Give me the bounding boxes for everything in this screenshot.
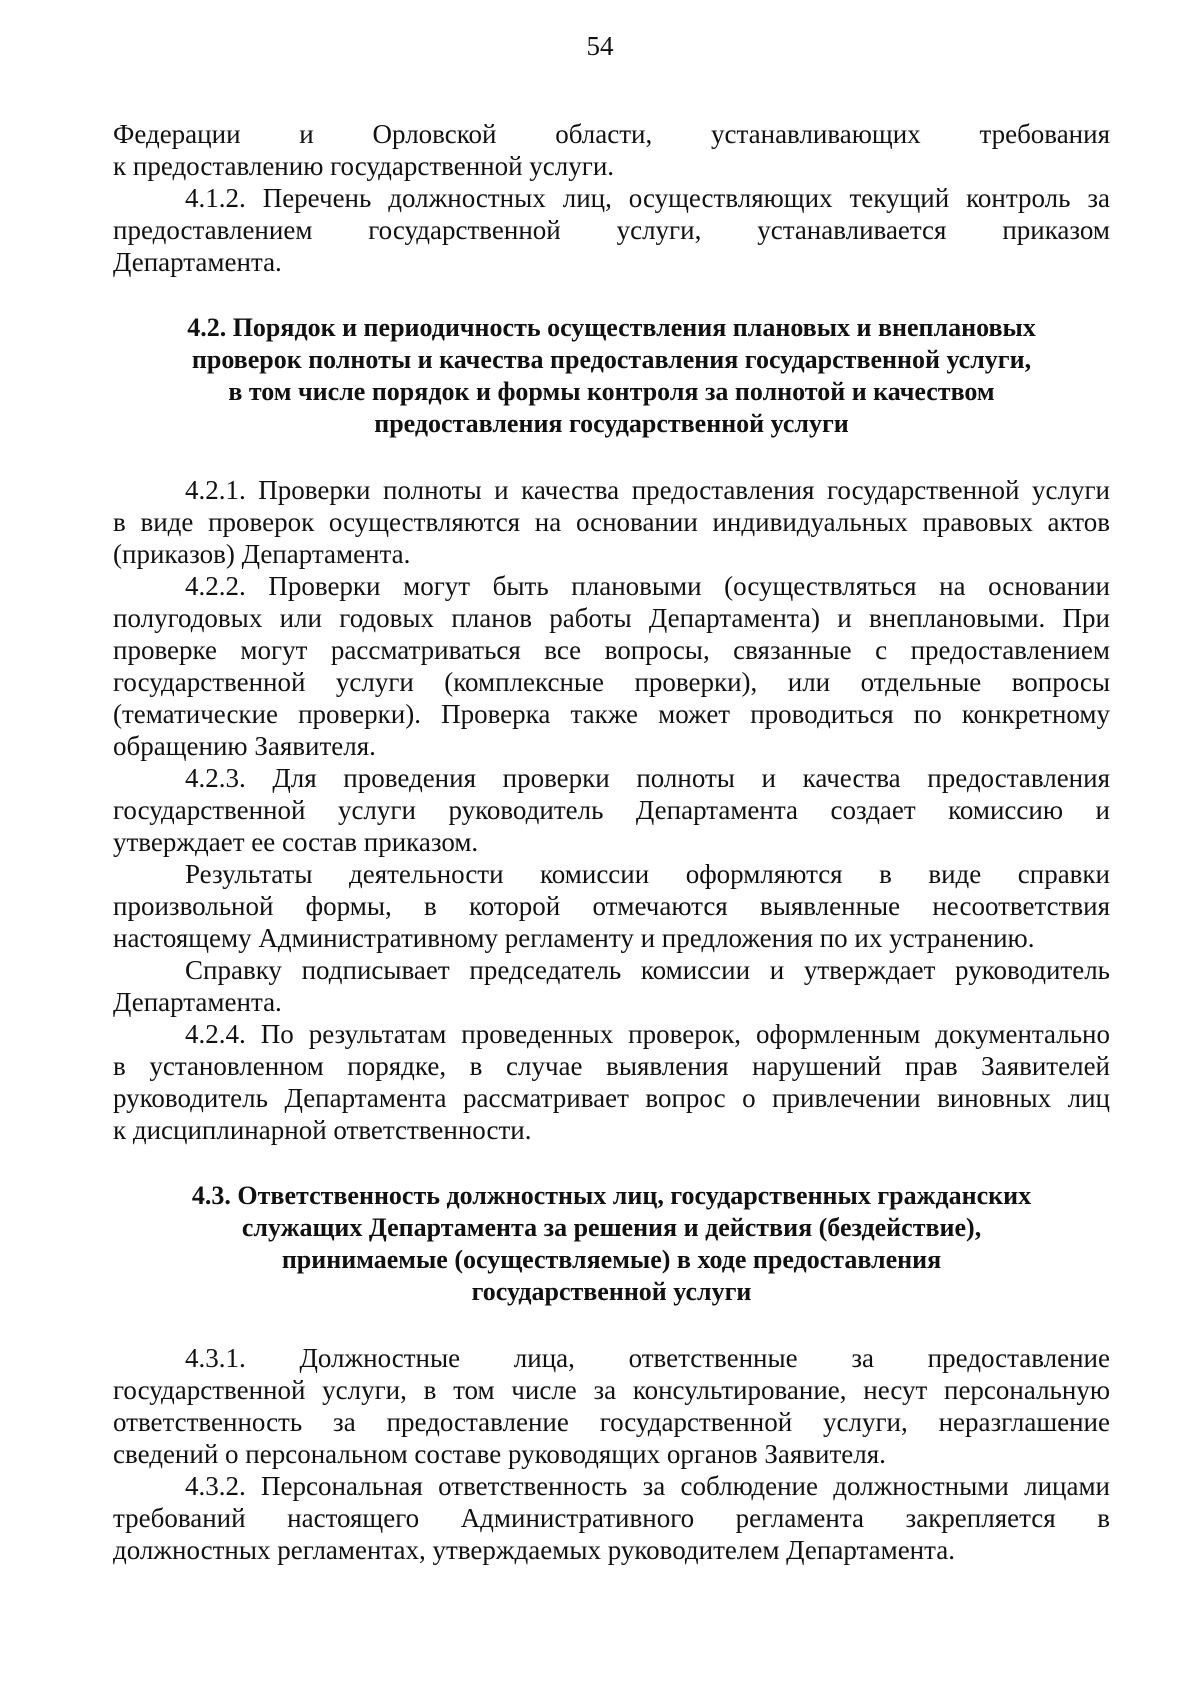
paragraph-line: к предоставлению государственной услуги.	[113, 151, 615, 181]
section-heading-line: служащих Департамента за решения и действия (бездействие),	[241, 1213, 982, 1242]
paragraph	[113, 1470, 1110, 1566]
paragraph	[113, 570, 1110, 762]
paragraph-line: 4.2.3. Для проведения проверки полноты и качества предоставления	[185, 763, 1110, 793]
paragraph-line: 4.1.2. Перечень должностных лиц, осуществляющих текущий контроль за	[185, 183, 1110, 213]
spacer	[113, 440, 1110, 474]
paragraph-line: 4.2.2. Проверки могут быть плановыми (осуществляться на основании	[185, 571, 1110, 601]
paragraph	[113, 858, 1110, 954]
spacer	[113, 1146, 1110, 1180]
section-heading-line: проверок полноты и качества предоставления государственной услуги,	[191, 345, 1032, 374]
paragraph	[113, 762, 1110, 858]
paragraph-line: проверке могут рассматриваться все вопросы, связанные с предоставлением	[113, 635, 1110, 665]
paragraph-line: предоставлением государственной услуги, устанавливается приказом	[113, 215, 1110, 245]
paragraph	[113, 474, 1110, 570]
paragraph-line: (приказов) Департамента.	[113, 539, 411, 569]
paragraph-line: Департамента.	[113, 987, 282, 1017]
section-heading-line: в том числе порядок и формы контроля за полнотой и качеством	[228, 377, 995, 406]
paragraph-line: государственной услуги, в том числе за консультирование, несут персональную	[113, 1375, 1110, 1405]
paragraph-line: к дисциплинарной ответственности.	[113, 1115, 532, 1145]
paragraph-line: 4.2.1. Проверки полноты и качества предоставления государственной услуги	[185, 475, 1110, 505]
paragraph-line: в виде проверок осуществляются на основании индивидуальных правовых актов	[113, 507, 1110, 537]
section-heading	[113, 1180, 1110, 1308]
paragraph-line: утверждает ее состав приказом.	[113, 827, 479, 857]
section-heading-line: государственной услуги	[471, 1277, 752, 1306]
paragraph-line: государственной услуги руководитель Департамента создает комиссию и	[113, 795, 1110, 825]
paragraph-line: сведений о персональном составе руководящих органов Заявителя.	[113, 1439, 886, 1469]
paragraph-line: полугодовых или годовых планов работы Департамента) и внеплановыми. При	[113, 603, 1110, 633]
paragraph	[113, 1342, 1110, 1470]
paragraph-line: ответственность за предоставление государственной услуги, неразглашение	[113, 1407, 1110, 1437]
paragraph-line: (тематические проверки). Проверка также может проводиться по конкретному	[113, 699, 1110, 729]
paragraph-line: Результаты деятельности комиссии оформляются в виде справки	[185, 859, 1110, 889]
paragraph-line: 4.3.1. Должностные лица, ответственные за предоставление	[185, 1343, 1110, 1373]
paragraph-line: обращению Заявителя.	[113, 731, 376, 761]
paragraph	[113, 1018, 1110, 1146]
paragraph-line: Справку подписывает председатель комиссии и утверждает руководитель	[185, 955, 1110, 985]
section-heading-line: принимаемые (осуществляемые) в ходе предоставления	[281, 1245, 942, 1274]
paragraph-line: в установленном порядке, в случае выявления нарушений прав Заявителей	[113, 1051, 1110, 1081]
paragraph-line: 4.3.2. Персональная ответственность за соблюдение должностными лицами	[185, 1471, 1110, 1501]
document-body	[113, 118, 1110, 1566]
paragraph-line: государственной услуги (комплексные проверки), или отдельные вопросы	[113, 667, 1110, 697]
paragraph-line: 4.2.4. По результатам проведенных проверок, оформленным документально	[185, 1019, 1110, 1049]
paragraph-line: настоящему Административному регламенту и предложения по их устранению.	[113, 923, 1035, 953]
paragraph	[113, 182, 1110, 278]
paragraph-line: должностных регламентах, утверждаемых руководителем Департамента.	[113, 1535, 955, 1565]
paragraph	[113, 118, 1110, 182]
paragraph-line: Федерации и Орловской области, устанавливающих требования	[113, 119, 1110, 149]
section-heading-line: 4.3. Ответственность должностных лиц, государственных гражданских	[191, 1181, 1032, 1210]
paragraph	[113, 954, 1110, 1018]
paragraph-line: требований настоящего Административного регламента закрепляется в	[113, 1503, 1110, 1533]
spacer	[113, 1308, 1110, 1342]
section-heading-line: предоставления государственной услуги	[374, 409, 849, 438]
page-number: 54	[586, 31, 614, 61]
section-heading-line: 4.2. Порядок и периодичность осуществления плановых и внеплановых	[187, 313, 1036, 342]
paragraph-line: руководитель Департамента рассматривает вопрос о привлечении виновных лиц	[113, 1083, 1110, 1113]
section-heading	[113, 312, 1110, 440]
spacer	[113, 278, 1110, 312]
paragraph-line: произвольной формы, в которой отмечаются выявленные несоответствия	[113, 891, 1110, 921]
paragraph-line: Департамента.	[113, 247, 282, 277]
